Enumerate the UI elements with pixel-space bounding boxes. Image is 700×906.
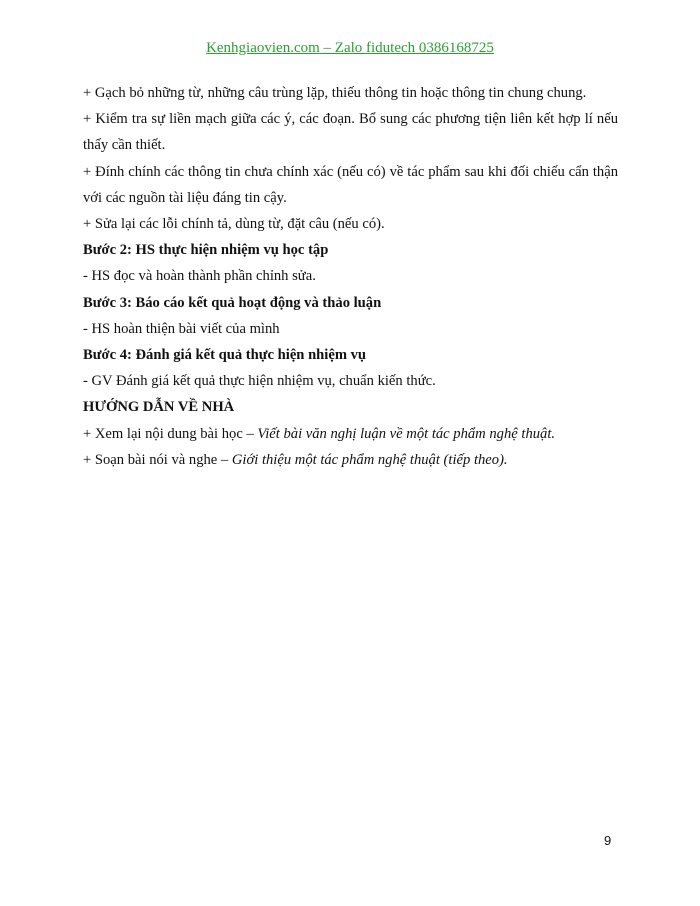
step3-text: - HS hoàn thiện bài viết của mình: [83, 320, 280, 337]
document-body: [83, 80, 618, 473]
site-link[interactable]: Kenhgiaovien.com: [206, 40, 320, 56]
page-number: 9: [604, 833, 612, 848]
homework-heading: HƯỚNG DẪN VỀ NHÀ: [83, 399, 235, 416]
homework-title: Giới thiệu một tác phẩm nghệ thuật (tiếp theo).: [231, 451, 508, 468]
step4-heading: Bước 4: Đánh giá kết quả thực hiện nhiệm vụ: [83, 347, 367, 364]
list-item: + Đính chính các thông tin chưa chính xác (nếu có) về tác phẩm sau khi đối chiếu cẩn thận với các nguồn tài liệu đáng tin cậy.: [83, 163, 618, 206]
homework-title: Viết bài văn nghị luận về một tác phẩm nghệ thuật.: [257, 425, 556, 442]
homework-item: [83, 447, 618, 473]
homework-prefix: + Soạn bài nói và nghe –: [83, 451, 232, 468]
homework-item: [83, 421, 618, 447]
homework-prefix: + Xem lại nội dung bài học –: [83, 425, 258, 442]
page-header: [0, 38, 700, 58]
list-item: + Gạch bỏ những từ, những câu trùng lặp, thiếu thông tin hoặc thông tin chung chung.: [83, 85, 587, 101]
list-item: + Kiểm tra sự liền mạch giữa các ý, các đoạn. Bổ sung các phương tiện liên kết hợp lí nếu thấy cần thiết.: [83, 111, 618, 154]
step4-text: - GV Đánh giá kết quả thực hiện nhiệm vụ, chuẩn kiến thức.: [83, 373, 436, 390]
step2-text: - HS đọc và hoàn thành phần chỉnh sửa.: [83, 268, 316, 285]
step2-heading: Bước 2: HS thực hiện nhiệm vụ học tập: [83, 242, 329, 259]
header-separator: –: [319, 40, 335, 56]
step3-heading: Bước 3: Báo cáo kết quả hoạt động và thảo luận: [83, 294, 382, 311]
contact-link[interactable]: Zalo fidutech 0386168725: [334, 40, 494, 56]
list-item: + Sửa lại các lỗi chính tả, dùng từ, đặt câu (nếu có).: [83, 216, 385, 233]
